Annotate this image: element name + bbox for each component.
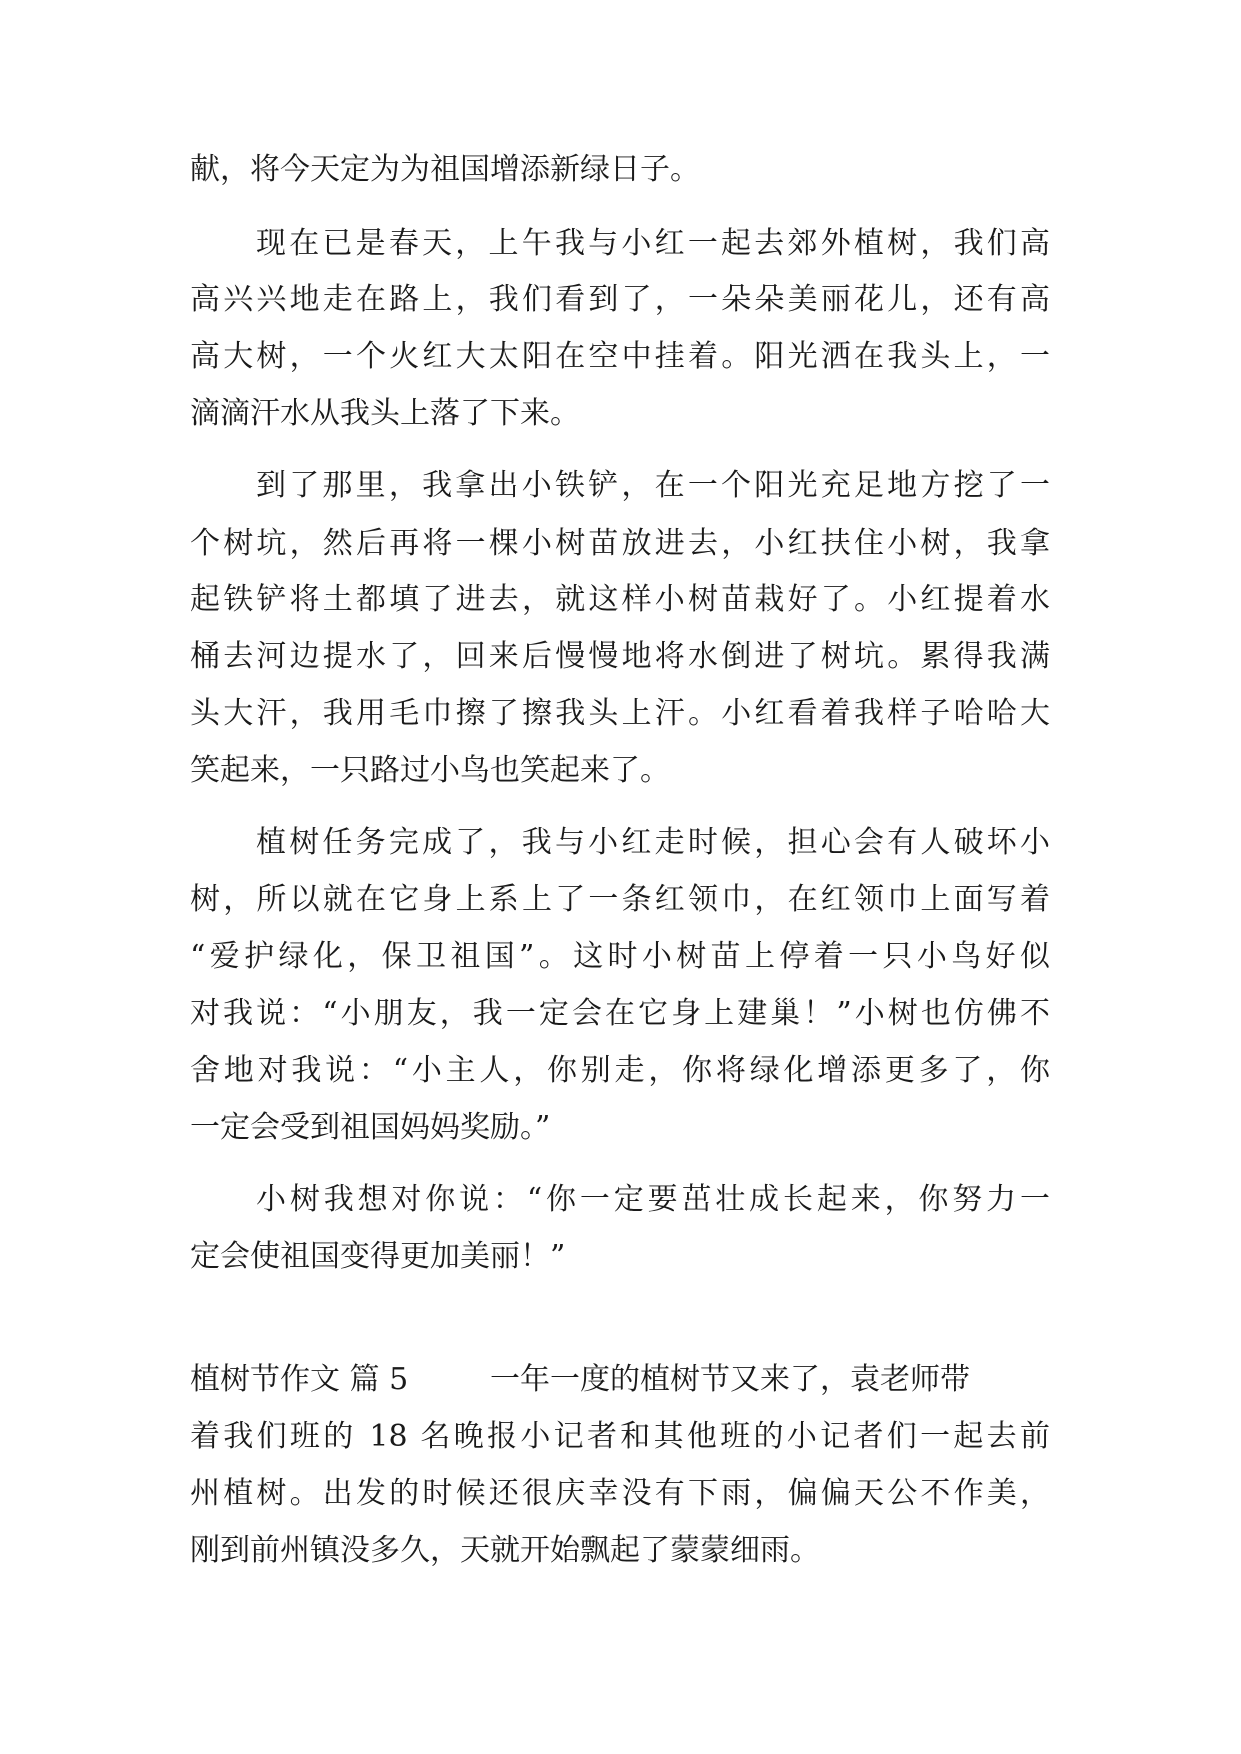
paragraph-line: 现在已是春天，上午我与小红一起去郊外植树，我们高 <box>256 226 1050 261</box>
section-heading-line <box>190 1360 1050 1400</box>
paragraph-line: 桶去河边提水了，回来后慢慢地将水倒进了树坑。累得我满 <box>190 639 1050 674</box>
paragraph-line: 小树我想对你说：“你一定要茁壮成长起来，你努力一 <box>256 1182 1050 1217</box>
section-first-line: 一年一度的植树节又来了，袁老师带 <box>490 1362 970 1397</box>
paragraph-line: 州植树。出发的时候还很庆幸没有下雨，偏偏天公不作美， <box>190 1476 1050 1511</box>
paragraph-line: 滴滴汗水从我头上落了下来。 <box>190 396 580 431</box>
paragraph-line: 高大树，一个火红大太阳在空中挂着。阳光洒在我头上，一 <box>190 339 1050 374</box>
paragraph-line: 个树坑，然后再将一棵小树苗放进去，小红扶住小树，我拿 <box>190 526 1050 561</box>
paragraph-line: 起铁铲将土都填了进去，就这样小树苗栽好了。小红提着水 <box>190 582 1050 617</box>
paragraph-line: 头大汗，我用毛巾擦了擦我头上汗。小红看着我样子哈哈大 <box>190 696 1050 731</box>
paragraph-line: 到了那里，我拿出小铁铲，在一个阳光充足地方挖了一 <box>256 468 1050 503</box>
paragraph-line: 树，所以就在它身上系上了一条红领巾，在红领巾上面写着 <box>190 882 1050 917</box>
paragraph-line: 植树任务完成了，我与小红走时候，担心会有人破坏小 <box>256 825 1050 860</box>
paragraph-line: 舍地对我说：“小主人，你别走，你将绿化增添更多了，你 <box>190 1053 1050 1088</box>
paragraph-line: 刚到前州镇没多久，天就开始飘起了蒙蒙细雨。 <box>190 1533 820 1568</box>
paragraph-line: 献，将今天定为为祖国增添新绿日子。 <box>190 152 700 187</box>
paragraph-line: 着我们班的 18 名晚报小记者和其他班的小记者们一起去前 <box>190 1419 1050 1454</box>
paragraph-line: “爱护绿化，保卫祖国”。这时小树苗上停着一只小鸟好似 <box>190 939 1050 974</box>
paragraph-line: 对我说：“小朋友，我一定会在它身上建巢！”小树也仿佛不 <box>190 996 1050 1031</box>
paragraph-line: 笑起来，一只路过小鸟也笑起来了。 <box>190 753 670 788</box>
section-heading: 植树节作文 篇 5 <box>190 1362 409 1397</box>
paragraph-line: 高兴兴地走在路上，我们看到了，一朵朵美丽花儿，还有高 <box>190 282 1050 317</box>
paragraph-line: 定会使祖国变得更加美丽！” <box>190 1239 566 1274</box>
paragraph-line: 一定会受到祖国妈妈奖励。” <box>190 1110 551 1145</box>
